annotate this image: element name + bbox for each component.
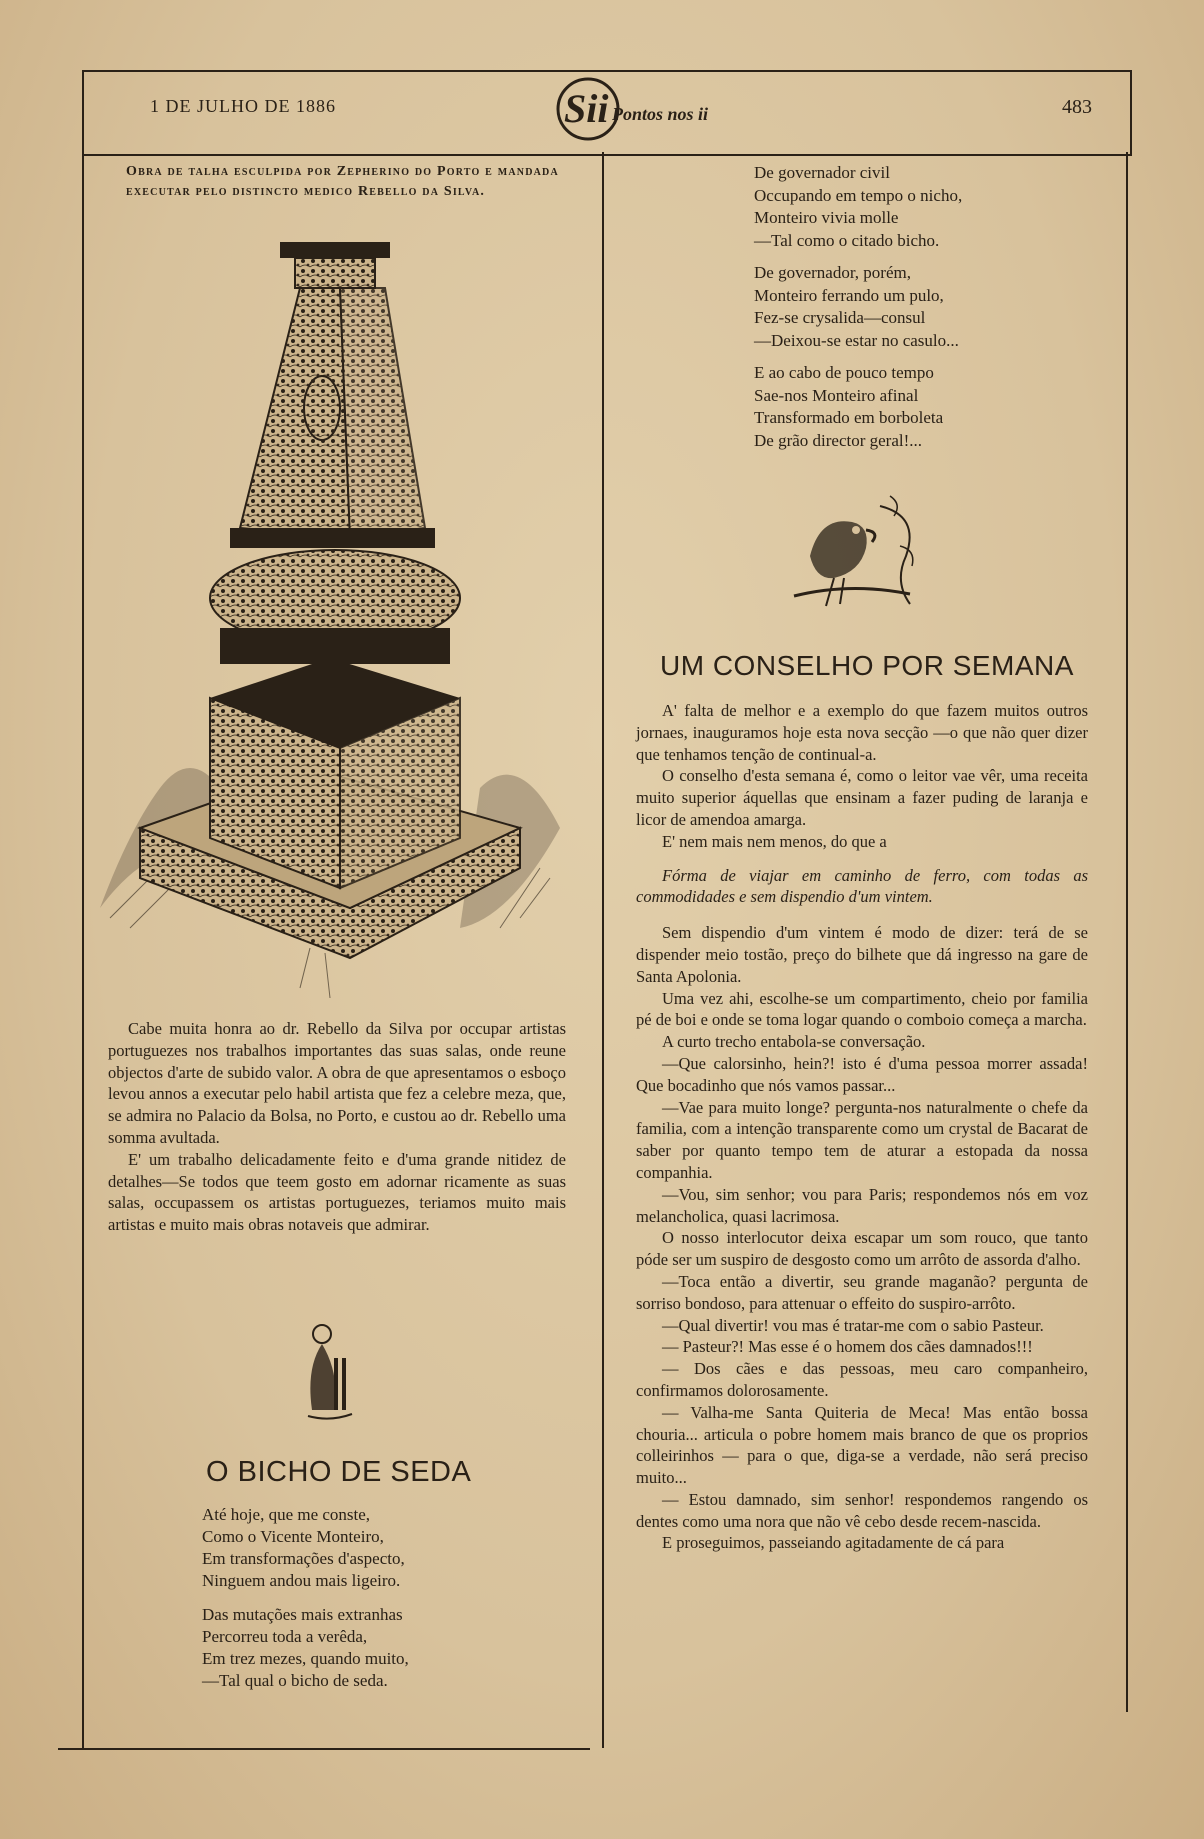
right-paragraph: —Toca então a divertir, seu grande maganão? pergunta de sorriso bondoso, para attenuar o effeito do suspiro-arrôto. (636, 1271, 1088, 1313)
section-title-conselho: UM CONSELHO POR SEMANA (660, 650, 1074, 681)
poem-continuation (754, 162, 962, 462)
right-paragraph: — Dos cães e das pessoas, meu caro companheiro, confirmamos dolorosamente. (636, 1359, 1088, 1400)
right-paragraph: O nosso interlocutor deixa escapar um som rouco, que tanto póde ser um suspiro de desgosto como um arrôto de assorda d'alho. (636, 1228, 1088, 1270)
poem-line: E ao cabo de pouco tempo (754, 363, 934, 382)
issue-date: 1 DE JULHO DE 1886 (150, 96, 336, 116)
right-paragraph: —Qual divertir! vou mas é tratar-me com o sabio Pasteur. (662, 1315, 1044, 1335)
right-paragraph: E' nem mais nem menos, do que a (662, 831, 887, 851)
parrot-ornament (790, 486, 926, 622)
poem-line: Como o Vicente Monteiro, (202, 1527, 384, 1546)
poem-line: Transformado em borboleta (754, 408, 944, 427)
poem-line: Em trez mezes, quando muito, (202, 1649, 409, 1668)
svg-text:Sii: Sii (564, 86, 609, 131)
svg-text:Pontos nos ii: Pontos nos ii (612, 104, 709, 124)
poem-stanza (754, 262, 962, 352)
poem-stanza (754, 162, 962, 252)
left-border-rule (82, 152, 84, 1748)
right-paragraph: O conselho d'esta semana é, como o leitor vae vêr, uma receita muito superior áquellas que ensinam a fazer puding de laranja e licor de amendoa amarga. (636, 766, 1088, 829)
column-divider (602, 152, 604, 1748)
left-paragraph: Cabe muita honra ao dr. Rebello da Silva por occupar artistas portuguezes nos trabalhos importantes das suas salas, onde reune objectos d'arte de subido valor. A obra de que apresentamos o esboço levou annos a executar pelo habil artista que fez a celebre meza, que, se admira no Palacio da Bolsa, no Porto, e custou ao dr. Rebello uma somma avultada. (108, 1019, 566, 1147)
poem-line: Das mutações mais extranhas (202, 1605, 403, 1624)
right-paragraph: Uma vez ahi, escolhe-se um compartimento, cheio por familia pé de boi e onde se toma logar quando o comboio começa a marcha. (636, 988, 1088, 1030)
bottom-rule (58, 1748, 590, 1750)
poem-line: —Tal qual o bicho de seda. (202, 1671, 388, 1690)
right-border-rule (1126, 152, 1128, 1712)
poem-line: Occupando em tempo o nicho, (754, 185, 963, 205)
poem-line: Em transformações d'aspecto, (202, 1549, 405, 1568)
poem-line: De governador, porém, (754, 263, 911, 282)
masthead-logo (548, 76, 709, 142)
section-title-bicho-de-seda: O BICHO DE SEDA (206, 1456, 472, 1488)
left-paragraph: E' um trabalho delicadamente feito e d'uma grande nitidez de detalhes—Se todos que teem gosto em adornar ricamente as suas salas, occupassem os artistas portuguezes, teriamos muito mais artistas e muito mais obras notaveis que admirar. (108, 1149, 566, 1235)
right-paragraph: —Vae para muito longe? pergunta-nos naturalmente o chefe da familia, com a intenção transparente como um crystal de Bacarat de saber por quanto tempo tem de aturar a estopada da nossa companhia. (636, 1097, 1088, 1182)
right-article-body (636, 700, 1088, 1554)
right-paragraph: — Valha-me Santa Quiteria de Meca! Mas então bossa chouria... articula o pobre homem mais branco de que os proprios colleirinhos — para o que, diga-se a verdade, não será preciso muito... (636, 1402, 1088, 1488)
right-paragraph: —Que calorsinho, hein?! isto é d'uma pessoa morrer assada! Que bocadinho que nós vamos passar... (636, 1053, 1088, 1095)
right-paragraph: E proseguimos, passeiando agitadamente de cá para (662, 1533, 1005, 1553)
poem-stanza (754, 362, 962, 452)
poem-line: Sae-nos Monteiro afinal (754, 385, 919, 405)
carved-pedestal-illustration (100, 228, 560, 1008)
poem-line: De governador civil (754, 163, 890, 182)
illustration-caption: Obra de talha esculpida por Zepherino do Porto e mandada executar pelo distincto medico Rebello da Silva. (126, 164, 559, 199)
poem-line: Percorreu toda a verêda, (202, 1627, 368, 1646)
right-paragraph: — Estou damnado, sim senhor! respondemos rangendo os dentes como uma nora que não vê cebo desde recem-nascida. (636, 1489, 1088, 1531)
poem-stanza (202, 1504, 409, 1592)
right-paragraph: Sem dispendio d'um vintem é modo de dizer: terá de se dispender meio tostão, preço do bilhete que dá ingresso na gare de Santa Apolonia. (636, 923, 1088, 986)
poem-bicho-de-seda (202, 1504, 409, 1704)
page-number: 483 (1062, 96, 1092, 118)
poem-line: —Tal como o citado bicho. (754, 230, 940, 250)
right-paragraph: A curto trecho entabola-se conversação. (662, 1032, 926, 1052)
left-article-body (108, 1018, 566, 1236)
figure-ornament (300, 1318, 362, 1424)
poem-stanza (202, 1604, 409, 1692)
poem-line: De grão director geral!... (754, 430, 923, 450)
right-paragraph: — Pasteur?! Mas esse é o homem dos cães damnados!!! (662, 1337, 1033, 1357)
poem-line: Monteiro ferrando um pulo, (754, 285, 944, 305)
right-paragraph: —Vou, sim senhor; vou para Paris; respondemos nós em voz melancholica, quasi lacrimosa. (636, 1184, 1088, 1226)
poem-line: Fez-se crysalida—consul (754, 308, 926, 327)
italic-quote: Fórma de viajar em caminho de ferro, com todas as commodidades e sem dispendio d'um vintem. (636, 865, 1088, 907)
right-paragraph: A' falta de melhor e a exemplo do que fazem muitos outros jornaes, inauguramos hoje esta nova secção —o que não quer dizer que tenhamos tenção de continual-a. (636, 701, 1088, 764)
poem-line: Monteiro vivia molle (754, 208, 899, 227)
poem-line: Ninguem andou mais ligeiro. (202, 1571, 401, 1590)
poem-line: —Deixou-se estar no casulo... (754, 330, 959, 350)
poem-line: Até hoje, que me conste, (202, 1505, 371, 1524)
